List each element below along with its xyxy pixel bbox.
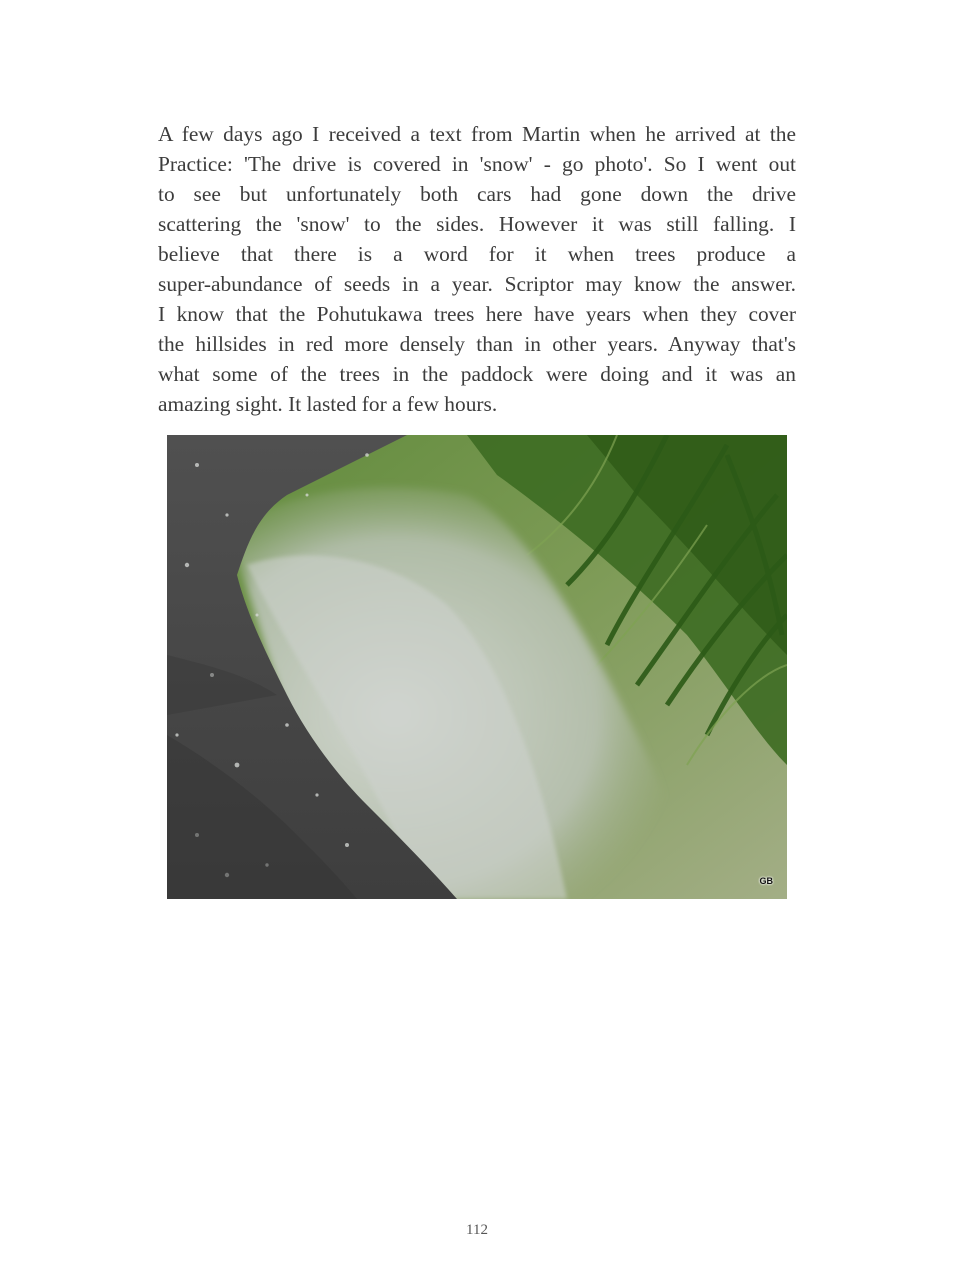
paragraph-line: the hillsides in red more densely than in other years. Anyway that's	[158, 332, 796, 356]
photo-seed-covered-driveway	[167, 435, 787, 899]
paragraph-line: super-abundance of seeds in a year. Scriptor may know the answer.	[158, 272, 796, 296]
photo-illustration	[167, 435, 787, 899]
photo-credit-watermark: GB	[759, 876, 773, 886]
body-paragraph	[158, 119, 796, 419]
paragraph-line: Practice: 'The drive is covered in 'snow' - go photo'. So I went out	[158, 152, 796, 176]
paragraph-line: amazing sight. It lasted for a few hours.	[158, 392, 498, 416]
paragraph-line: to see but unfortunately both cars had gone down the drive	[158, 182, 796, 206]
paragraph-line: believe that there is a word for it when trees produce a	[158, 242, 796, 266]
paragraph-line: A few days ago I received a text from Martin when he arrived at the	[158, 122, 796, 146]
paragraph-line: scattering the 'snow' to the sides. However it was still falling. I	[158, 212, 796, 236]
paragraph-line: I know that the Pohutukawa trees here have years when they cover	[158, 302, 796, 326]
page-number: 112	[466, 1222, 488, 1238]
paragraph-line: what some of the trees in the paddock were doing and it was an	[158, 362, 796, 386]
